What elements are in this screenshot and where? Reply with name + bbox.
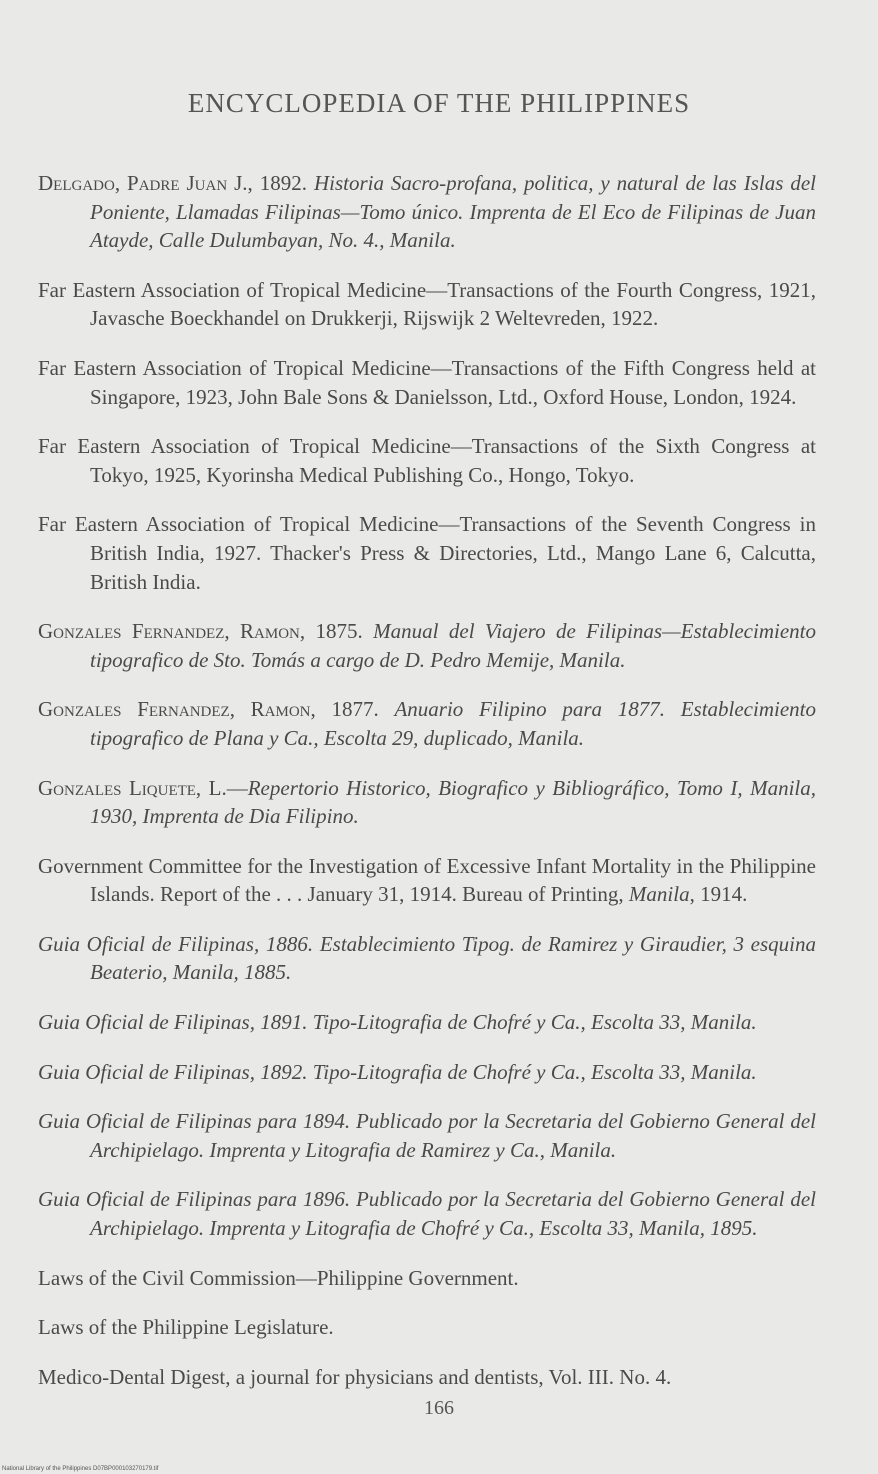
entry-title: Repertorio Historico, Biografico y Bibliográfico, Tomo I, Manila, 1930, Imprenta de Dia Filipino. [90,775,817,829]
entry-title: Anuario Filipino para 1877. Establecimiento tipografico de Plana y Ca., Escolta 29, duplicado, Manila. [90,697,816,750]
bibliography-entry [38,510,816,596]
entry-author: Gonzales Fernandez, Ramon [38,619,300,644]
entry-title: Historia Sacro-profana, politica, y natural de las Islas del Poniente, Llamadas Filipinas—Tomo único. Imprenta de El Eco de Filipinas de Juan Atayde, Calle Dulumbayan, No. 4., Manila. [90,171,816,253]
bibliography-entry [38,695,816,752]
entry-text: Government Committee for the Investigation of Excessive Infant Mortality in the Philippine Islands. Report of the . . . January 31, 1914. Bureau of Printing, [38,853,816,907]
bibliography-entry [38,276,816,333]
entry-text: — [226,775,248,800]
entry-author: Gonzales Liquete, L. [38,775,227,800]
bibliography-entry [38,774,816,831]
page-title: ENCYCLOPEDIA OF THE PHILIPPINES [187,88,691,118]
entry-text: Far Eastern Association of Tropical Medicine—Transactions of the Sixth Congress at Tokyo, 1925, Kyorinsha Medical Publishing Co., Hongo, Tokyo. [38,434,816,487]
scan-credit: National Library of the Philippines D07BP000103270179.tif [2,1466,159,1472]
entry-title: Guia Oficial de Filipinas para 1896. Publicado por la Secretaria del Gobierno General del Archipielago. Imprenta y Litografia de Chofré y Ca., Escolta 33, Manila, 1895. [38,1187,816,1241]
bibliography-entry [38,852,816,909]
entry-text: Laws of the Civil Commission—Philippine Government. [38,1265,519,1290]
entry-title: Guia Oficial de Filipinas, 1886. Establecimiento Tipog. de Ramirez y Giraudier, 3 esquina Beaterio, Manila, 1885. [38,931,816,985]
entry-text: Medico-Dental Digest, a journal for physicians and dentists, Vol. III. No. 4. [38,1364,672,1389]
entry-title: Guia Oficial de Filipinas, 1891. Tipo-Litografia de Chofré y Ca., Escolta 33, Manila. [38,1010,757,1035]
bibliography-entry [38,354,816,411]
entry-text: Laws of the Philippine Legislature. [38,1315,334,1340]
bibliography-list [38,148,816,1392]
bibliography-entry [38,169,816,255]
bibliography-entry [38,1008,816,1037]
entry-text: Far Eastern Association of Tropical Medicine—Transactions of the Fourth Congress, 1921, Javasche Boeckhandel on Drukkerji, Rijswijk 2 Weltevreden, 1922. [38,277,816,331]
entry-text: , 1892. [247,171,314,195]
entry-title: Guia Oficial de Filipinas, 1892. Tipo-Litografia de Chofré y Ca., Escolta 33, Manila. [38,1059,757,1084]
page-number: 166 [424,1397,454,1419]
entry-title: Manual del Viajero de Filipinas—Establecimiento tipografico de Sto. Tomás a cargo de D. Pedro Memije, Manila. [90,619,816,672]
entry-text: Far Eastern Association of Tropical Medicine—Transactions of the Fifth Congress held at Singapore, 1923, John Bale Sons & Danielsson, Ltd., Oxford House, London, 1924. [38,355,816,409]
bibliography-entry [38,432,816,489]
bibliography-entry [38,1058,816,1087]
entry-title: Guia Oficial de Filipinas para 1894. Publicado por la Secretaria del Gobierno General del Archipielago. Imprenta y Litografia de Ramirez y Ca., Manila. [38,1109,816,1162]
bibliography-entry [38,617,816,674]
bibliography-entry [38,930,816,987]
bibliography-entry [38,1264,816,1293]
bibliography-entry [38,1185,816,1242]
entry-title: Manila [628,882,690,907]
entry-author: Gonzales Fernandez, Ramon [38,697,311,722]
entry-text: , 1877. [310,697,395,722]
bibliography-entry [38,1107,816,1164]
entry-author: Delgado, Padre Juan J. [38,171,248,195]
bibliography-entry [38,1313,816,1342]
entry-text-tail: , 1914. [689,882,748,907]
entry-text: , 1875. [299,619,374,644]
entry-text: Far Eastern Association of Tropical Medicine—Transactions of the Seventh Congress in British India, 1927. Thacker's Press & Directories, Ltd., Mango Lane 6, Calcutta, British India. [38,512,816,594]
bibliography-entry [38,1363,816,1392]
